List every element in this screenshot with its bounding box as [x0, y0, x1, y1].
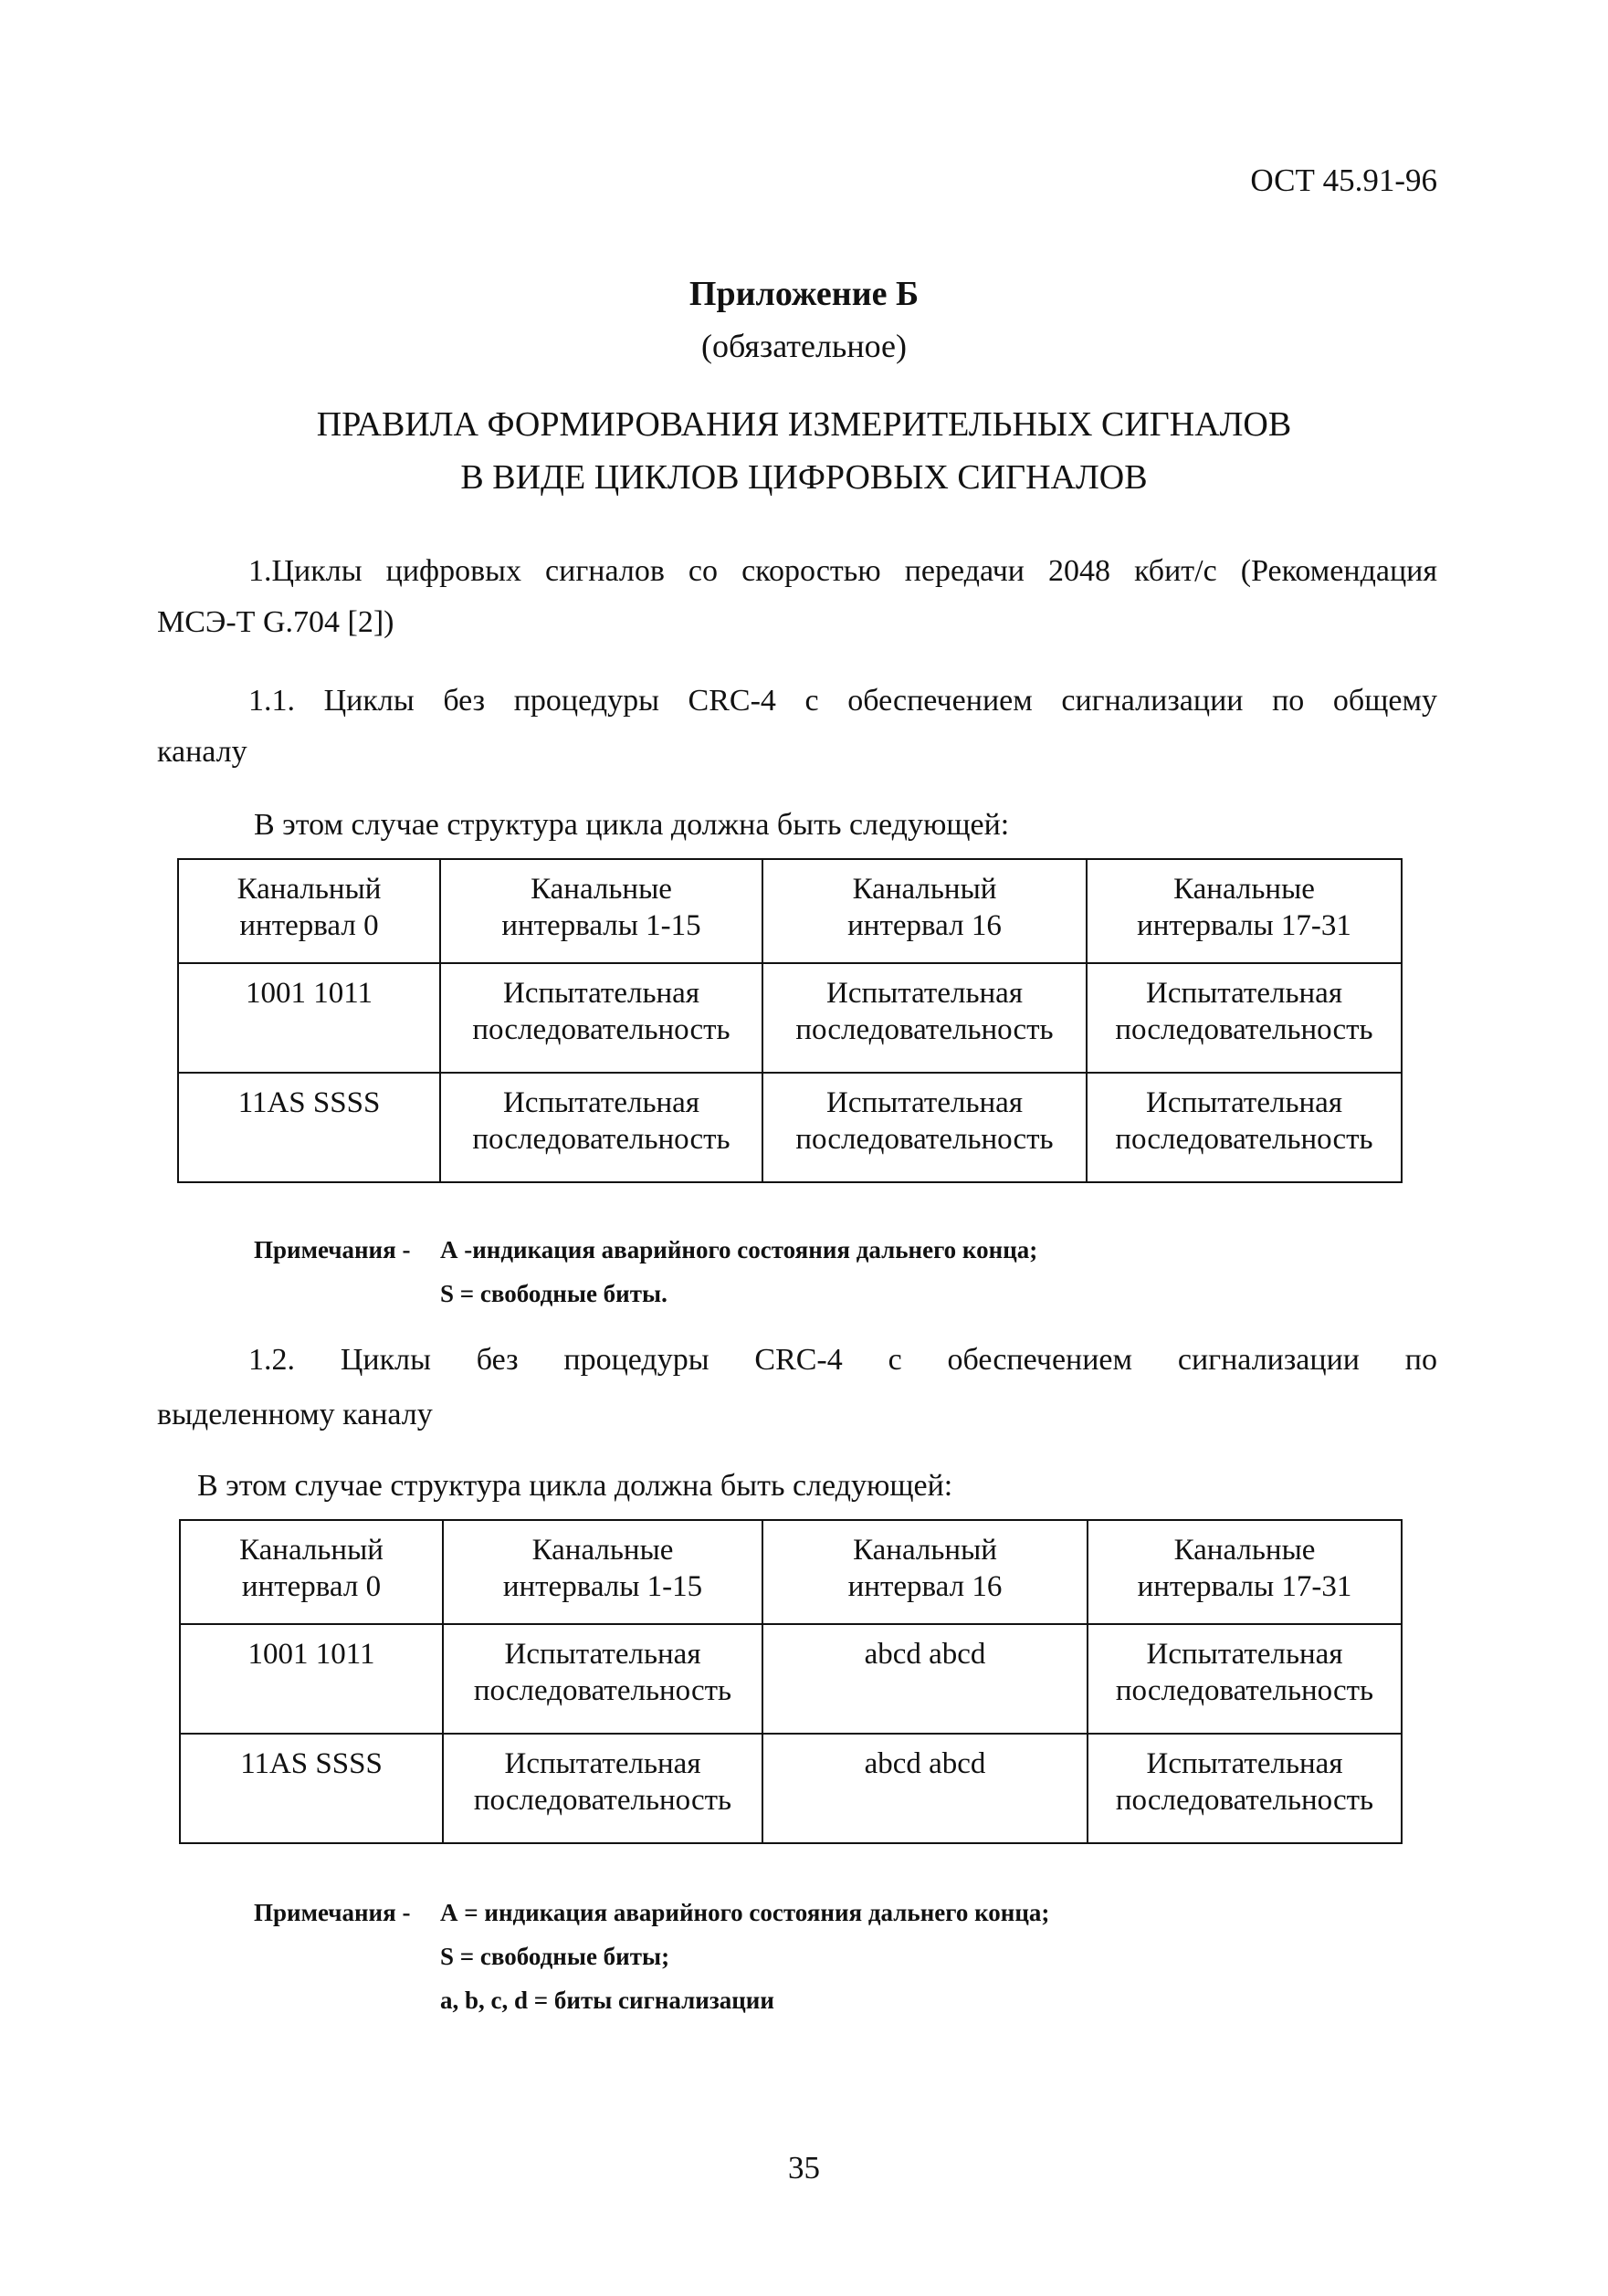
table-cell: 11AS SSSS [178, 1073, 440, 1182]
table-header-cell: Канальные интервалы 1-15 [440, 859, 762, 963]
table-cell: Испытательная последовательность [1088, 1624, 1402, 1734]
table-header-cell: Канальный интервал 0 [178, 859, 440, 963]
table-row [180, 1624, 1402, 1734]
table-header-cell: Канальный интервал 0 [180, 1520, 443, 1624]
table-header-cell: Канальный интервал 16 [762, 859, 1087, 963]
notes-label: Примечания - [254, 1236, 411, 1263]
notes-line: А = индикация аварийного состояния дальнего конца; [440, 1899, 1050, 1926]
section-1-2-line-2: выделенному каналу [157, 1398, 433, 1431]
table-cell: Испытательная последовательность [440, 1073, 762, 1182]
appendix-status: (обязательное) [701, 328, 907, 364]
table-header-row [178, 859, 1402, 963]
table-cell: abcd abcd [762, 1624, 1088, 1734]
table-cell: Испытательная последовательность [440, 963, 762, 1073]
table-row [180, 1734, 1402, 1843]
table-row [178, 963, 1402, 1073]
table-header-row [180, 1520, 1402, 1624]
section-1-1-line-1: 1.1. Циклы без процедуры CRC-4 с обеспечением сигнализации по общему [248, 684, 1437, 718]
table-cell: Испытательная последовательность [1088, 1734, 1402, 1843]
table-row [178, 1073, 1402, 1182]
table-header-cell: Канальные интервалы 17-31 [1087, 859, 1402, 963]
section-1-2-line-1: 1.2. Циклы без процедуры CRC-4 с обеспечением сигнализации по [248, 1343, 1437, 1377]
document-code: ОСТ 45.91-96 [1250, 163, 1437, 198]
table-cell: abcd abcd [762, 1734, 1088, 1843]
table-cell: 1001 1011 [180, 1624, 443, 1734]
main-title [0, 398, 1608, 504]
frame-table-common-channel [177, 858, 1403, 1183]
section-1-line-2: МСЭ-Т G.704 [2]) [157, 605, 394, 639]
notes-label: Примечания - [254, 1899, 411, 1926]
table-cell: Испытательная последовательность [443, 1624, 762, 1734]
notes-line: S = свободные биты; [440, 1943, 670, 1970]
main-title-line-2: В ВИДЕ ЦИКЛОВ ЦИФРОВЫХ СИГНАЛОВ [460, 458, 1148, 497]
section-1-line-1: 1.Циклы цифровых сигналов со скоростью передачи 2048 кбит/с (Рекомендация [248, 554, 1437, 588]
main-title-line-1: ПРАВИЛА ФОРМИРОВАНИЯ ИЗМЕРИТЕЛЬНЫХ СИГНАЛОВ [316, 405, 1292, 444]
table-header-cell: Канальные интервалы 17-31 [1088, 1520, 1402, 1624]
page-number: 35 [788, 2150, 820, 2186]
notes-line: a, b, c, d = биты сигнализации [440, 1987, 774, 2014]
section-1-1-line-2: каналу [157, 735, 247, 769]
appendix-title: Приложение Б [688, 275, 920, 313]
frame-table-dedicated-channel [179, 1519, 1403, 1844]
section-1-1-intro: В этом случае структура цикла должна быть следующей: [254, 808, 1010, 842]
notes-line: S = свободные биты. [440, 1280, 667, 1307]
table-cell: Испытательная последовательность [1087, 963, 1402, 1073]
table-cell: 1001 1011 [178, 963, 440, 1073]
table-cell: Испытательная последовательность [1087, 1073, 1402, 1182]
table-cell: Испытательная последовательность [762, 963, 1087, 1073]
table-cell: 11AS SSSS [180, 1734, 443, 1843]
table-cell: Испытательная последовательность [443, 1734, 762, 1843]
table-header-cell: Канальный интервал 16 [762, 1520, 1088, 1624]
notes-line: А -индикация аварийного состояния дальнего конца; [440, 1236, 1038, 1263]
table-cell: Испытательная последовательность [762, 1073, 1087, 1182]
table-header-cell: Канальные интервалы 1-15 [443, 1520, 762, 1624]
section-1-2-intro: В этом случае структура цикла должна быть следующей: [197, 1469, 953, 1503]
